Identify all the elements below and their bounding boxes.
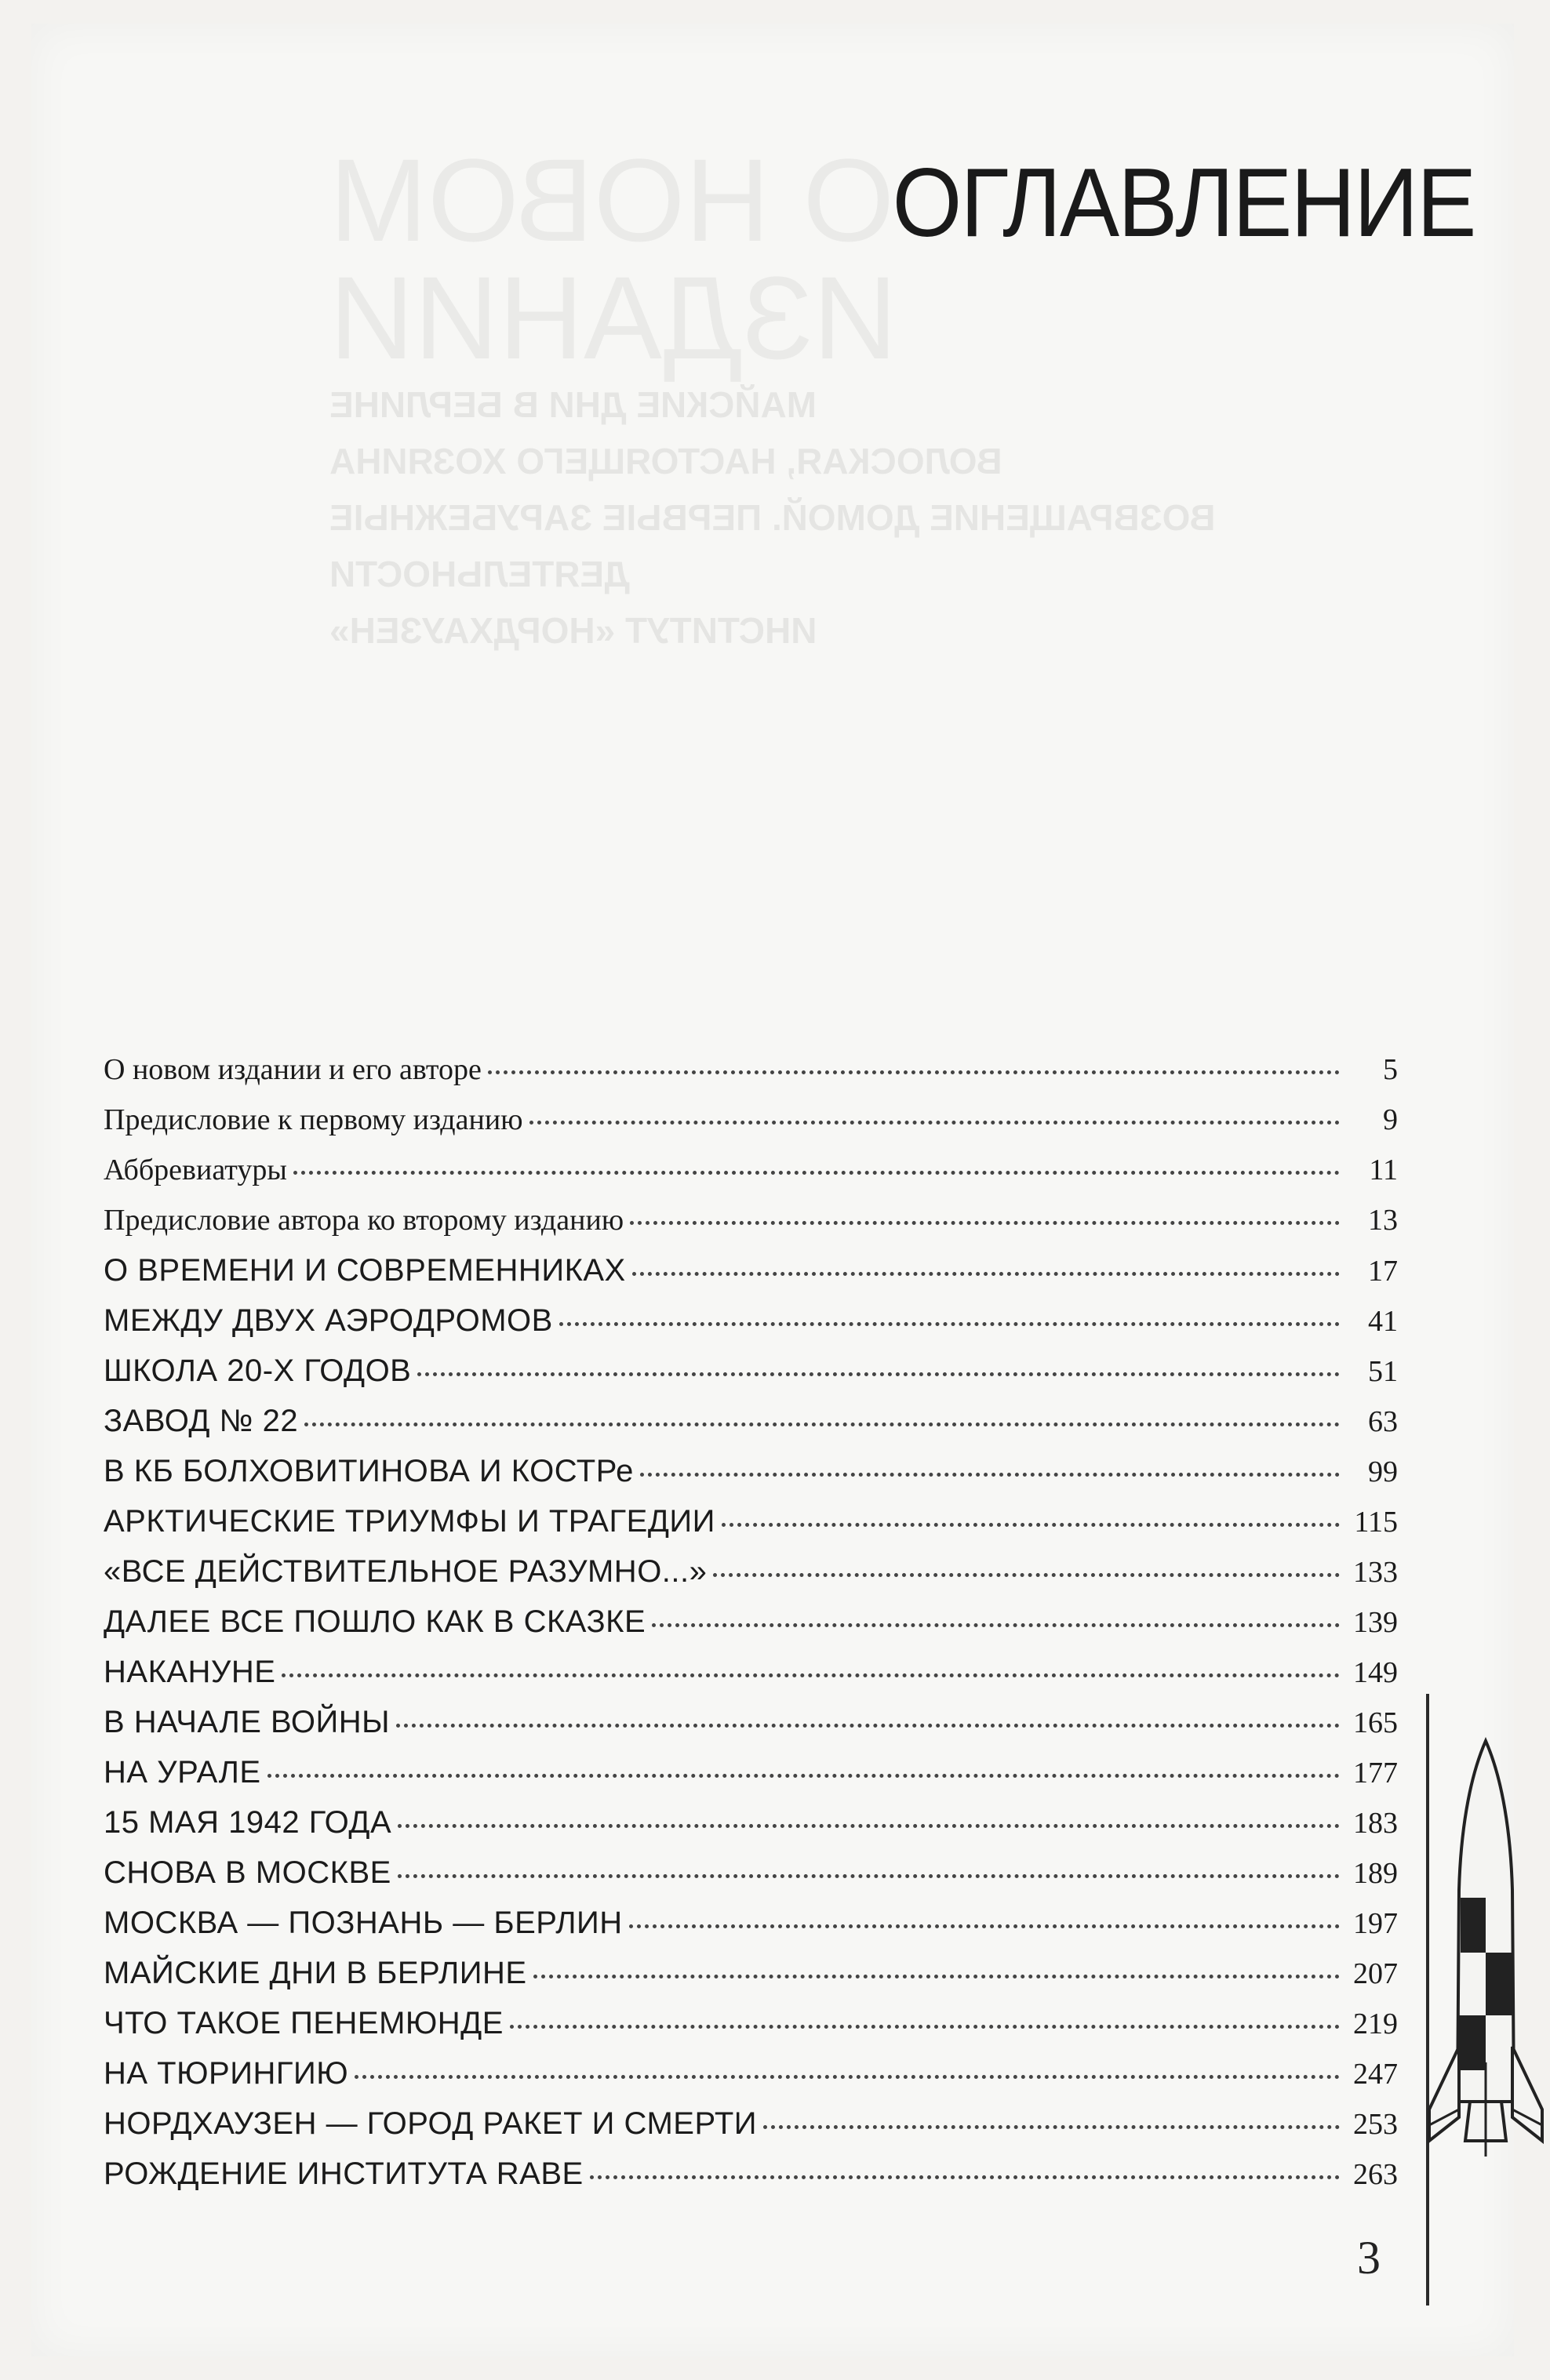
toc-entry-title: МОСКВА — ПОЗНАНЬ — БЕРЛИН [104, 1906, 623, 1940]
dot-leader [267, 1774, 1340, 1778]
toc-entry-page: 41 [1368, 1305, 1398, 1338]
ghost-line: ВОЛОСКАЯ, НАСТОЯЩЕГО ХОЗЯИНА [329, 441, 1002, 481]
toc-entry-page: 165 [1353, 1706, 1398, 1739]
toc-entry-title: АРКТИЧЕСКИЕ ТРИУМФЫ И ТРАГЕДИИ [104, 1504, 715, 1539]
dot-leader [629, 1924, 1340, 1928]
toc-entry[interactable] [104, 2106, 1398, 2157]
dot-leader [533, 1975, 1340, 1978]
page-number: 3 [1357, 2232, 1381, 2284]
toc-entry-page: 5 [1383, 1053, 1398, 1086]
v2-rocket-icon [1415, 1733, 1550, 2188]
toc-entry-title: О ВРЕМЕНИ И СОВРЕМЕННИКАХ [104, 1253, 626, 1288]
toc-entry-title: НА ТЮРИНГИЮ [104, 2056, 349, 2091]
toc-entry-page: 139 [1353, 1606, 1398, 1639]
toc-entry-title: НАКАНУНЕ [104, 1655, 276, 1689]
toc-entry-page: 197 [1353, 1907, 1398, 1940]
ghost-line: ВОЗВРАЩЕНИЕ ДОМОЙ. ПЕРВЫЕ ЗАРУБЕЖНЫЕ [329, 497, 1216, 538]
toc-entry-title: МЕЖДУ ДВУХ АЭРОДРОМОВ [104, 1303, 553, 1338]
toc-entry[interactable] [104, 1906, 1398, 1956]
toc-entry-title: 15 МАЯ 1942 ГОДА [104, 1805, 392, 1840]
ghost-line: МАЙСКИЕ ДНИ В БЕРЛИНЕ [329, 384, 817, 425]
toc-entry[interactable] [104, 1956, 1398, 2006]
table-of-contents [104, 1052, 1398, 2207]
dot-leader [396, 1724, 1340, 1728]
toc-entry[interactable] [104, 2056, 1398, 2106]
toc-entry-page: 63 [1368, 1405, 1398, 1438]
toc-entry[interactable] [104, 1755, 1398, 1805]
toc-entry[interactable] [104, 1203, 1398, 1253]
toc-entry[interactable] [104, 1855, 1398, 1906]
dot-leader [630, 1221, 1340, 1225]
dot-leader [722, 1523, 1340, 1527]
toc-entry-title: О новом издании и его авторе [104, 1053, 482, 1086]
toc-entry[interactable] [104, 1805, 1398, 1855]
toc-entry-title: ДАЛЕЕ ВСЕ ПОШЛО КАК В СКАЗКЕ [104, 1604, 646, 1639]
toc-entry-page: 11 [1369, 1154, 1398, 1186]
ghost-line: ИНСТИТУТ «НОРДХАУЗЕН» [329, 610, 817, 651]
toc-entry-title: НА УРАЛЕ [104, 1755, 261, 1790]
toc-entry[interactable] [104, 1153, 1398, 1203]
dot-leader [417, 1372, 1340, 1376]
dot-leader [488, 1070, 1340, 1074]
toc-entry-page: 219 [1353, 2008, 1398, 2040]
toc-entry-page: 183 [1353, 1807, 1398, 1840]
toc-entry[interactable] [104, 1705, 1398, 1755]
toc-entry-page: 51 [1368, 1355, 1398, 1388]
book-page [31, 24, 1514, 2356]
ghost-line: О НОВОМ ИЗДАНИИ [329, 134, 897, 383]
dot-leader [763, 2125, 1340, 2129]
dot-leader [529, 1121, 1340, 1125]
dot-leader [640, 1473, 1340, 1477]
dot-leader [282, 1673, 1340, 1677]
toc-entry-title: Предисловие к первому изданию [104, 1103, 523, 1136]
dot-leader [293, 1171, 1340, 1175]
toc-entry-page: 9 [1383, 1103, 1398, 1136]
dot-leader [713, 1573, 1340, 1577]
dot-leader [559, 1322, 1340, 1326]
toc-entry[interactable] [104, 1604, 1398, 1655]
toc-entry[interactable] [104, 1655, 1398, 1705]
dot-leader [632, 1272, 1340, 1276]
toc-entry[interactable] [104, 1504, 1398, 1554]
dot-leader [398, 1824, 1340, 1828]
toc-entry-title: ЧТО ТАКОЕ ПЕНЕМЮНДЕ [104, 2006, 504, 2040]
toc-entry-page: 263 [1353, 2158, 1398, 2191]
toc-entry-title: «ВСЕ ДЕЙСТВИТЕЛЬНОЕ РАЗУМНО...» [104, 1554, 708, 1589]
toc-entry-title: ШКОЛА 20-Х ГОДОВ [104, 1354, 412, 1388]
toc-entry[interactable] [104, 1253, 1398, 1303]
dot-leader [304, 1423, 1340, 1426]
toc-entry[interactable] [104, 1354, 1398, 1404]
dot-leader [590, 2175, 1340, 2179]
dot-leader [398, 1874, 1340, 1878]
toc-entry-page: 99 [1368, 1455, 1398, 1488]
toc-entry-page: 247 [1353, 2058, 1398, 2091]
toc-entry-title: Предисловие автора ко второму изданию [104, 1204, 624, 1237]
toc-entry-title: ЗАВОД № 22 [104, 1404, 299, 1438]
toc-entry-title: РОЖДЕНИЕ ИНСТИТУТА RABE [104, 2157, 584, 2191]
toc-entry-page: 13 [1368, 1204, 1398, 1237]
toc-entry[interactable] [104, 1052, 1398, 1103]
toc-entry[interactable] [104, 1404, 1398, 1454]
dot-leader [355, 2075, 1340, 2079]
toc-entry[interactable] [104, 1103, 1398, 1153]
toc-entry[interactable] [104, 1554, 1398, 1604]
toc-entry-title: Аббревиатуры [104, 1154, 287, 1186]
toc-entry-page: 253 [1353, 2108, 1398, 2141]
toc-entry-title: В КБ БОЛХОВИТИНОВА И КОСТРе [104, 1454, 634, 1488]
toc-entry-page: 133 [1353, 1556, 1398, 1589]
toc-entry-page: 115 [1354, 1506, 1398, 1539]
toc-entry-page: 17 [1368, 1255, 1398, 1288]
page-title: ОГЛАВЛЕНИЕ [892, 149, 1475, 257]
toc-entry[interactable] [104, 1303, 1398, 1354]
toc-entry-page: 177 [1353, 1757, 1398, 1790]
toc-entry-page: 149 [1353, 1656, 1398, 1689]
toc-entry-title: СНОВА В МОСКВЕ [104, 1855, 391, 1890]
toc-entry-title: МАЙСКИЕ ДНИ В БЕРЛИНЕ [104, 1956, 527, 1990]
toc-entry[interactable] [104, 2006, 1398, 2056]
toc-entry[interactable] [104, 1454, 1398, 1504]
ghost-line: ДЕЯТЕЛЬНОСТИ [329, 554, 630, 594]
dot-leader [510, 2025, 1340, 2029]
toc-entry-title: В НАЧАЛЕ ВОЙНЫ [104, 1705, 391, 1739]
toc-entry-page: 189 [1353, 1857, 1398, 1890]
toc-entry-title: НОРДХАУЗЕН — ГОРОД РАКЕТ И СМЕРТИ [104, 2106, 758, 2141]
dot-leader [652, 1623, 1340, 1627]
toc-entry[interactable] [104, 2157, 1398, 2207]
toc-entry-page: 207 [1353, 1957, 1398, 1990]
